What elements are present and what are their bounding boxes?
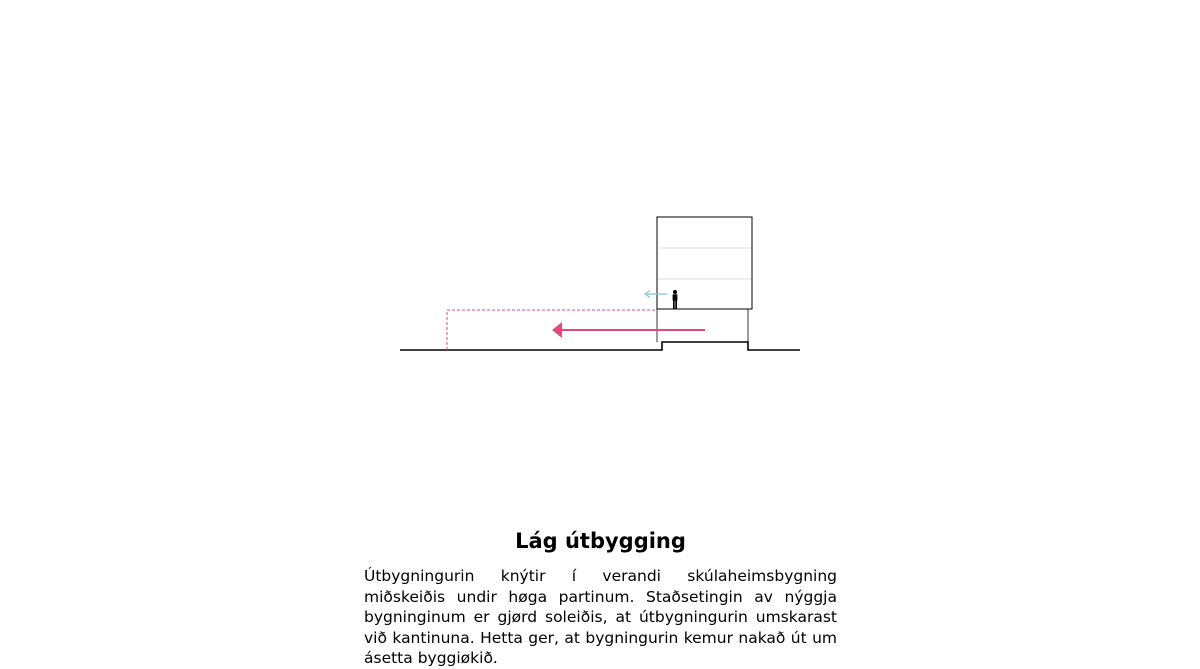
arrow-left-icon — [552, 322, 705, 338]
caption-body: Útbygningurin knýtir í verandi skúlaheimsbygning miðskeiðis undir høga partinum. Staðsetingin av nýggja bygninginum er gjørd soleiðis, at útbygningurin umskarast við kantinuna. Hetta ger, at bygningurin kemur nakað út um ásetta byggiøkið. — [364, 567, 837, 667]
caption-title: Lág útbygging — [515, 529, 686, 553]
ground-line — [400, 342, 800, 350]
caption — [364, 526, 837, 669]
tall-building — [657, 217, 752, 309]
